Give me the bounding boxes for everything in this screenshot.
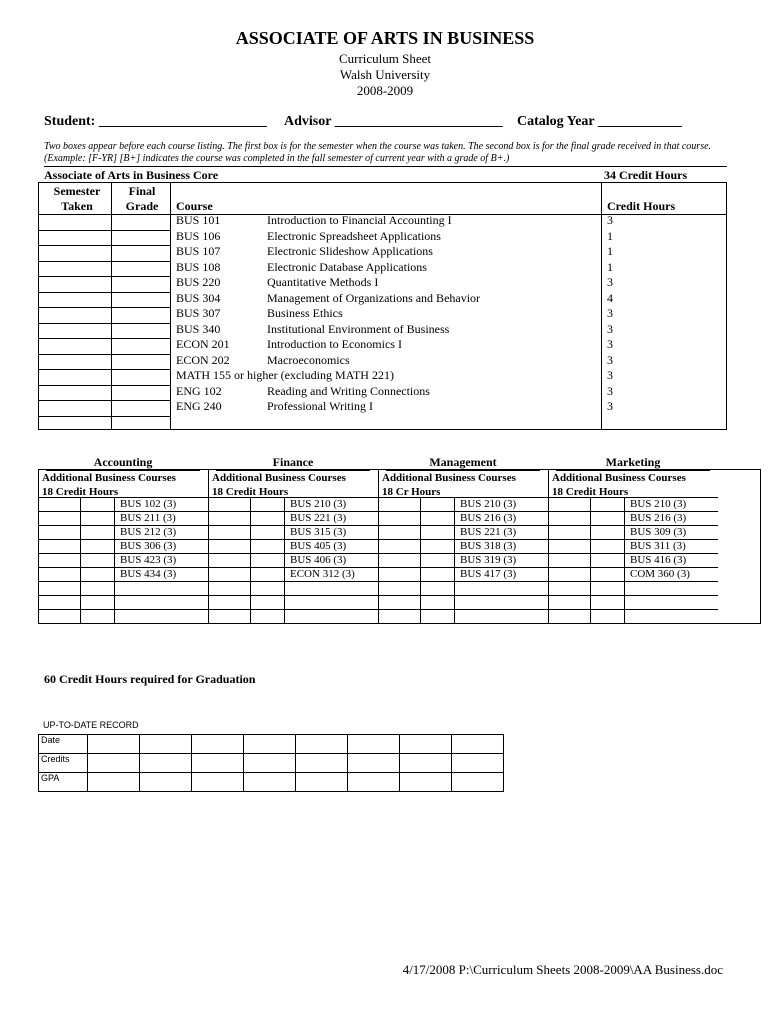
record-cell[interactable] (348, 735, 400, 754)
course-name: Introduction to Economics I (267, 337, 402, 351)
conc-col-semester (80, 497, 81, 623)
course-code: MATH 155 or higher (excluding MATH 221) (176, 368, 394, 382)
record-cell[interactable] (400, 754, 452, 773)
up-to-date-record (38, 720, 504, 792)
concentration-sub2: 18 Credit Hours (552, 486, 629, 498)
course-code: BUS 107 (176, 244, 221, 258)
record-cell[interactable] (296, 773, 348, 792)
concentration-course: BUS 221 (3) (460, 526, 517, 538)
course-name: Introduction to Financial Accounting I (267, 213, 452, 227)
conc-col-border (548, 469, 549, 624)
record-cell[interactable] (296, 735, 348, 754)
course-credits: 3 (607, 321, 613, 336)
record-row (39, 773, 504, 792)
concentration-course: BUS 210 (3) (290, 498, 347, 510)
conc-col-semester (590, 497, 591, 623)
conc-row-rule (548, 595, 718, 596)
record-cell[interactable] (140, 773, 192, 792)
conc-col-grade (454, 497, 455, 623)
concentration-course: BUS 210 (3) (460, 498, 517, 510)
concentration-course: BUS 306 (3) (120, 540, 177, 552)
course-code: BUS 304 (176, 290, 221, 305)
core-rule-top (38, 182, 727, 183)
course-credits: 1 (607, 228, 613, 243)
concentration-course: BUS 216 (3) (460, 512, 517, 524)
record-cell[interactable] (452, 754, 504, 773)
core-row-rule (38, 369, 170, 370)
core-row-rule (38, 416, 170, 417)
course-code: BUS 340 (176, 321, 221, 336)
course-credits: 3 (607, 306, 613, 320)
course-credits: 1 (607, 259, 613, 274)
record-cell[interactable] (88, 735, 140, 754)
core-row-rule (38, 307, 170, 308)
record-cell[interactable] (244, 735, 296, 754)
core-row-rule (38, 230, 170, 231)
conc-rule-bottom (38, 623, 760, 624)
conc-col-grade (114, 497, 115, 623)
record-title: UP-TO-DATE RECORD (43, 720, 139, 730)
conc-col-grade (284, 497, 285, 623)
record-cell[interactable] (452, 773, 504, 792)
concentration-course: COM 360 (3) (630, 568, 690, 580)
concentration-sub1: Additional Business Courses (552, 472, 686, 484)
subtitle-year: 2008-2009 (356, 83, 414, 98)
record-row-label: Credits (39, 754, 88, 773)
record-row-label: GPA (39, 773, 88, 792)
concentration-course: ECON 312 (3) (290, 568, 355, 580)
concentration-course: BUS 423 (3) (120, 554, 177, 566)
concentration-name: Finance (272, 455, 314, 469)
core-table (38, 168, 727, 430)
col-semester-1: Semester (53, 184, 101, 198)
core-row-rule (38, 292, 170, 293)
concentration-course: BUS 211 (3) (120, 512, 176, 524)
course-credits: 3 (607, 399, 613, 413)
course-code: ENG 102 (176, 383, 222, 398)
conc-col-grade (624, 497, 625, 623)
subtitle-university: Walsh University (339, 67, 431, 82)
record-cell[interactable] (88, 773, 140, 792)
record-cell[interactable] (400, 735, 452, 754)
concentration-sub1: Additional Business Courses (212, 472, 346, 484)
course-name: Macroeconomics (267, 352, 350, 367)
concentration-course: BUS 406 (3) (290, 554, 347, 566)
record-cell[interactable] (140, 754, 192, 773)
course-name: Electronic Spreadsheet Applications (267, 228, 441, 243)
conc-row-rule (548, 581, 718, 582)
record-cell[interactable] (192, 754, 244, 773)
concentration-course: BUS 417 (3) (460, 568, 517, 580)
course-code: BUS 108 (176, 259, 221, 274)
course-credits: 3 (607, 213, 613, 227)
record-cell[interactable] (244, 773, 296, 792)
core-rule-bottom (38, 429, 727, 430)
core-title: Associate of Arts in Business Core (44, 168, 219, 182)
course-code: ECON 201 (176, 337, 230, 351)
record-cell[interactable] (140, 735, 192, 754)
record-row (39, 754, 504, 773)
core-row-rule (38, 338, 170, 339)
course-name: Electronic Slideshow Applications (267, 244, 433, 258)
course-credits: 3 (607, 368, 613, 382)
student-field[interactable]: Student: ________________________ (44, 114, 267, 129)
course-credits: 3 (607, 383, 613, 398)
record-table (38, 734, 504, 792)
concentration-course: BUS 319 (3) (460, 554, 517, 566)
conc-row-rule (38, 595, 208, 596)
record-cell[interactable] (244, 754, 296, 773)
concentration-course: BUS 311 (3) (630, 540, 686, 552)
conc-col-semester (250, 497, 251, 623)
core-row-rule (38, 385, 170, 386)
record-cell[interactable] (348, 754, 400, 773)
subtitle-curriculum: Curriculum Sheet (338, 51, 432, 66)
core-border-right (726, 182, 727, 430)
core-rule-header (38, 214, 727, 215)
col-semester-2: Taken (61, 199, 93, 213)
course-credits: 3 (607, 275, 613, 289)
record-cell[interactable] (192, 773, 244, 792)
course-code: BUS 307 (176, 306, 221, 320)
course-code: BUS 220 (176, 275, 221, 289)
conc-row-rule (38, 581, 208, 582)
conc-row-rule (208, 595, 378, 596)
conc-col-semester (420, 497, 421, 623)
course-code: BUS 101 (176, 213, 221, 227)
concentration-course: BUS 210 (3) (630, 498, 687, 510)
concentration-course: BUS 434 (3) (120, 568, 177, 580)
record-cell[interactable] (88, 754, 140, 773)
record-cell[interactable] (348, 773, 400, 792)
conc-row-rule (378, 595, 548, 596)
concentration-name: Marketing (605, 455, 661, 469)
conc-border-right (760, 469, 761, 624)
concentration-sub1: Additional Business Courses (382, 472, 516, 484)
record-cell[interactable] (452, 735, 504, 754)
course-name: Institutional Environment of Business (267, 321, 450, 336)
graduation-requirement: 60 Credit Hours required for Graduation (44, 672, 256, 686)
course-name: Professional Writing I (267, 399, 373, 413)
course-credits: 1 (607, 244, 613, 258)
course-name: Business Ethics (267, 306, 343, 320)
concentration-course: BUS 221 (3) (290, 512, 347, 524)
instructions-note (44, 141, 734, 165)
col-grade-1: Final (128, 184, 156, 198)
concentration-course: BUS 102 (3) (120, 498, 177, 510)
page-title: ASSOCIATE OF ARTS IN BUSINESS (235, 28, 535, 48)
core-row-rule (38, 245, 170, 246)
concentration-course: BUS 405 (3) (290, 540, 347, 552)
core-row-rule (38, 323, 170, 324)
col-credit-hours: Credit Hours (607, 199, 676, 213)
core-div-semester (111, 182, 112, 430)
record-cell[interactable] (192, 735, 244, 754)
conc-row-rule (548, 609, 718, 610)
course-code: ENG 240 (176, 399, 222, 413)
concentration-sub1: Additional Business Courses (42, 472, 176, 484)
conc-col-border (378, 469, 379, 624)
concentration-course: BUS 315 (3) (290, 526, 347, 538)
concentration-sub2: 18 Cr Hours (382, 486, 441, 498)
course-name: Electronic Database Applications (267, 259, 427, 274)
record-cell[interactable] (400, 773, 452, 792)
core-div-grade (170, 182, 171, 430)
core-row-rule (38, 354, 170, 355)
concentration-sub2: 18 Credit Hours (212, 486, 289, 498)
course-name: Reading and Writing Connections (267, 383, 430, 398)
core-hours: 34 Credit Hours (604, 168, 688, 182)
footer-path: 4/17/2008 P:\Curriculum Sheets 2008-2009\AA Business.doc (402, 962, 723, 977)
conc-row-rule (38, 609, 208, 610)
course-name: Quantitative Methods I (267, 275, 379, 289)
conc-col-border (38, 469, 39, 624)
note-line-2: (Example: [F-YR] [B+] indicates the course was completed in the fall semester of current year with a grade of B+.) (44, 153, 510, 164)
course-credits: 3 (607, 352, 613, 367)
course-code: BUS 106 (176, 228, 221, 243)
course-credits: 3 (607, 337, 613, 351)
core-row-rule (38, 261, 170, 262)
divider (44, 166, 727, 167)
core-border-left (38, 182, 39, 430)
concentration-course: BUS 318 (3) (460, 540, 517, 552)
conc-row-rule (378, 609, 548, 610)
conc-col-border (208, 469, 209, 624)
course-credits: 4 (607, 290, 613, 305)
advisor-field[interactable]: Advisor ________________________ (284, 114, 503, 129)
record-cell[interactable] (296, 754, 348, 773)
core-div-credits (601, 182, 602, 430)
col-course: Course (176, 199, 213, 213)
course-code: ECON 202 (176, 352, 230, 367)
course-name: Management of Organizations and Behavior (267, 290, 481, 305)
note-line-1: Two boxes appear before each course listing. The first box is for the semester when the course was taken. The second box is for the final grade received in that course. (44, 141, 712, 152)
concentrations-table (38, 455, 760, 624)
catalog-year-field[interactable]: Catalog Year ____________ (517, 114, 682, 129)
conc-row-rule (208, 609, 378, 610)
concentration-name: Management (429, 455, 497, 469)
concentration-name: Accounting (93, 455, 153, 469)
record-row (39, 735, 504, 754)
conc-row-rule (378, 581, 548, 582)
col-grade-2: Grade (125, 199, 159, 213)
core-row-rule (38, 276, 170, 277)
concentration-course: BUS 309 (3) (630, 526, 687, 538)
conc-row-rule (208, 581, 378, 582)
concentration-sub2: 18 Credit Hours (42, 486, 119, 498)
core-row-rule (38, 400, 170, 401)
concentration-course: BUS 416 (3) (630, 554, 687, 566)
concentration-course: BUS 212 (3) (120, 526, 177, 538)
record-row-label: Date (39, 735, 88, 754)
concentration-course: BUS 216 (3) (630, 512, 687, 524)
